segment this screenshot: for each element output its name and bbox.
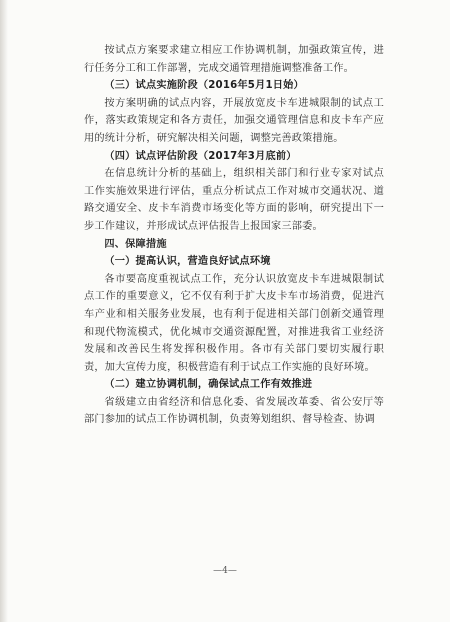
heading-coordination-mechanism: （二）建立协调机制，确保试点工作有效推进	[104, 379, 313, 391]
paragraph-preparation-continued: 按试点方案要求建立相应工作协调机制，加强政策宣传，进行任务分工和工作部署，完成交通管理措施调整准备工作。	[84, 45, 384, 74]
heading-raise-awareness: （一）提高认识，营造良好试点环境	[104, 256, 271, 268]
heading-pilot-implementation: （三）试点实施阶段（2016年5月1日始）	[104, 80, 304, 92]
page-number: —4—	[213, 566, 237, 576]
paragraph-pilot-evaluation: 在信息统计分析的基础上，组织相关部门和行业专家对试点工作实施效果进行评估，重点分析试点工作对城市交通状况、道路交通安全、皮卡车消费市场变化等方面的影响，研究提出下一步工作建议，并形成试点评估报告上报国家三部委。	[84, 168, 384, 232]
document-body	[84, 42, 384, 429]
heading-pilot-evaluation: （四）试点评估阶段（2017年3月底前）	[104, 150, 297, 162]
paragraph-pilot-implementation: 按方案明确的试点内容，开展放宽皮卡车进城限制的试点工作，落实政策规定和各方责任，加强交通管理信息和皮卡车产应用的统计分析，研究解决相关问题，调整完善政策措施。	[84, 97, 384, 144]
page-edge-shadow	[0, 0, 8, 622]
paragraph-raise-awareness: 各市要高度重视试点工作，充分认识放宽皮卡车进城限制试点工作的重要意义，它不仅有利于扩大皮卡车市场消费，促进汽车产业和相关服务业发展，也有利于促进相关部门创新交通管理和现代物流模式，优化城市交通资源配置，对推进我省工业经济发展和改善民生将发挥积极作用。各市有关部门要切实履行职责，加大宣传力度，积极营造有利于试点工作实施的良好环境。	[84, 273, 384, 373]
paragraph-coordination-mechanism: 省级建立由省经济和信息化委、省发展改革委、省公安厅等部门参加的试点工作协调机制，负责筹划组织、督导检查、协调	[84, 396, 384, 426]
section-title-safeguards: 四、保障措施	[104, 238, 167, 250]
